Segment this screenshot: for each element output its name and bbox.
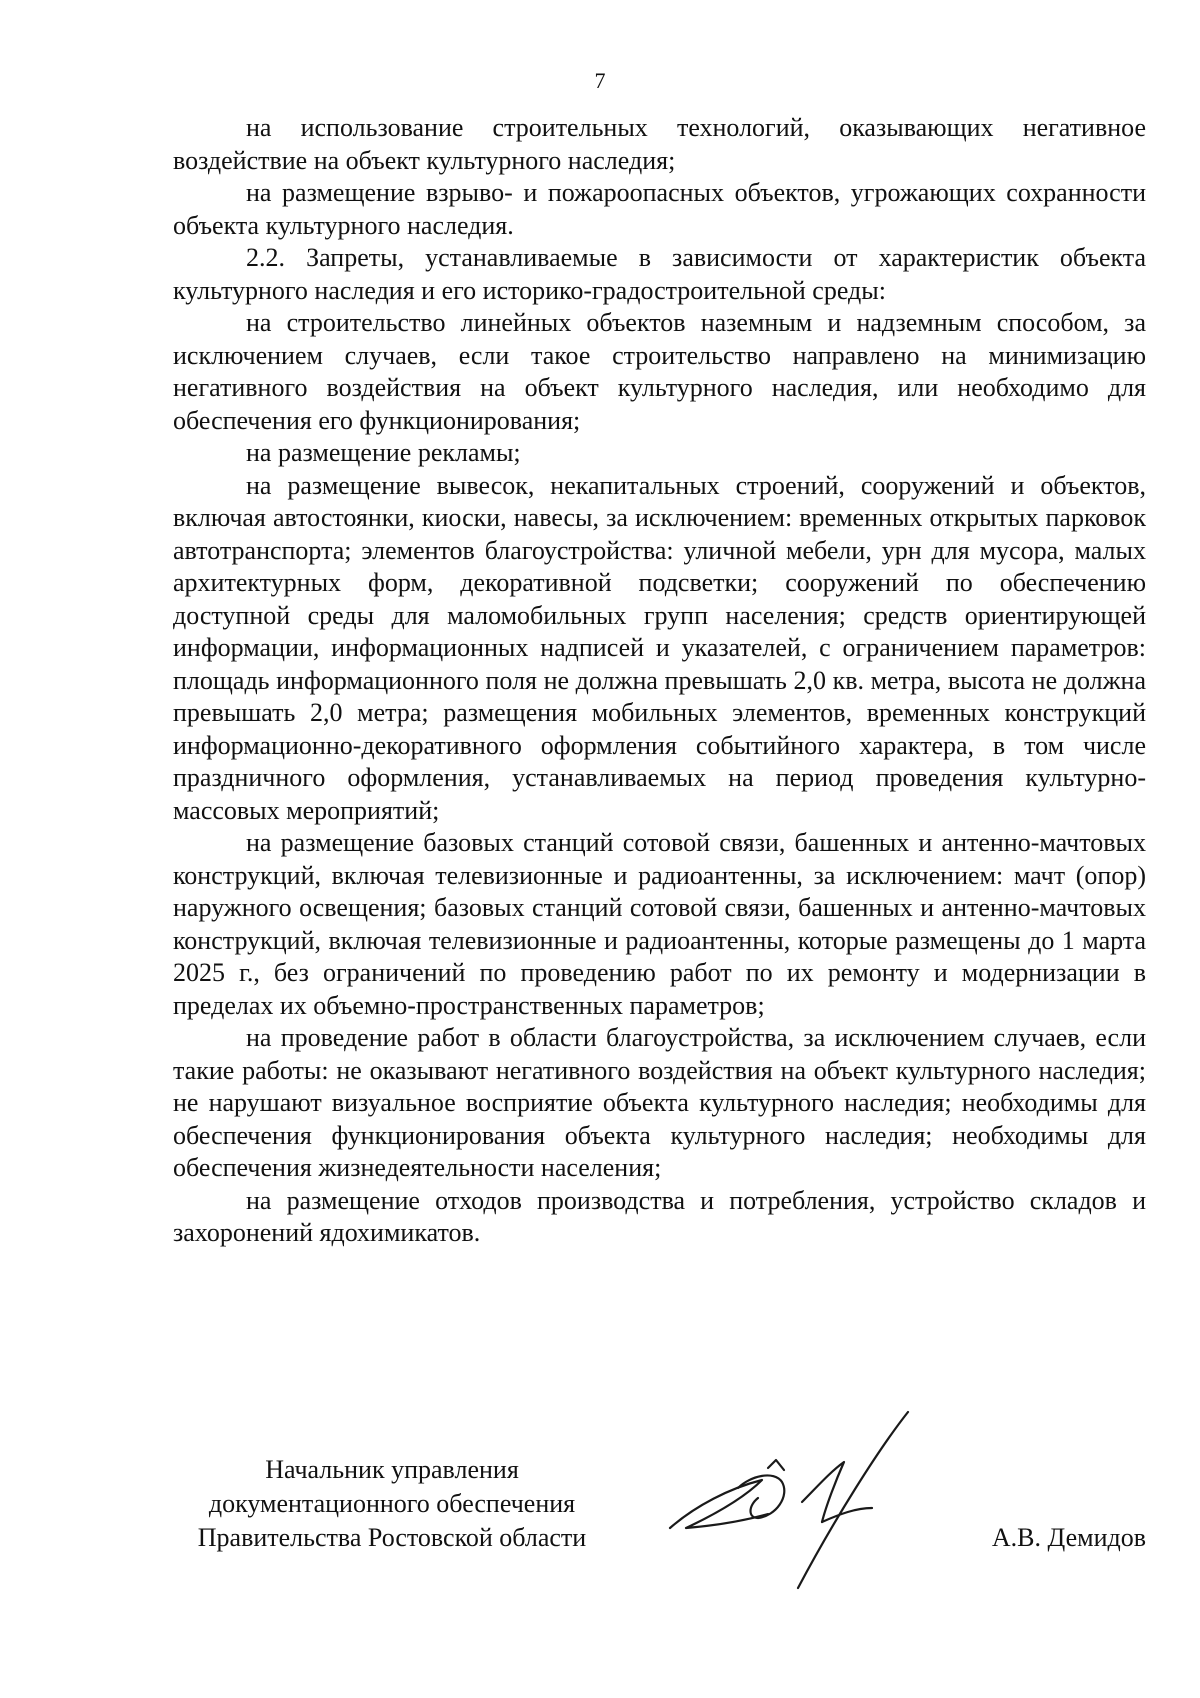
position-line: документационного обеспечения — [208, 1489, 576, 1518]
paragraph: на размещение базовых станций сотовой связи, башенных и антенно-мачтовых конструкций, включая телевизионные и радиоантенны, за исключением: мачт (опор) наружного освещения; базовых станций сотовой связи, башенных и антенно-мачтовых конструкций, включая телевизионные и радиоантенны, которые размещены до 1 марта 2025 г., без ограничений по проведению работ по их ремонту и модернизации в пределах их объемно-пространственных параметров; — [173, 828, 1146, 1020]
handwritten-signature — [650, 1410, 950, 1600]
position-line: Начальник управления — [265, 1455, 519, 1484]
signatory-position — [172, 1453, 612, 1555]
paragraph: 2.2. Запреты, устанавливаемые в зависимости от характеристик объекта культурного наследия и его историко-градостроительной среды: — [173, 243, 1146, 305]
position-line: Правительства Ростовской области — [197, 1523, 587, 1552]
paragraph: на размещение вывесок, некапитальных строений, сооружений и объектов, включая автостоянки, киоски, навесы, за исключением: временных открытых парковок автотранспорта; элементов благоустройства: уличной мебели, урн для мусора, малых архитектурных форм, декоративной подсветки; сооружений по обеспечению доступной среды для маломобильных групп населения; средств ориентирующей информации, информационных надписей и указателей, с ограничением параметров: площадь информационного поля не должна превышать 2,0 кв. метра, высота не должна превышать 2,0 метра; размещения мобильных элементов, временных конструкций информационно-декоративного оформления событийного характера, в том числе праздничного оформления, устанавливаемых на период проведения культурно-массовых мероприятий; — [173, 470, 1146, 825]
document-body — [173, 112, 1146, 1250]
paragraph: на строительство линейных объектов наземным и надземным способом, за исключением случаев, если такое строительство направлено на минимизацию негативного воздействия на объект культурного наследия, или необходимо для обеспечения его функционирования; — [173, 308, 1146, 435]
paragraph: на проведение работ в области благоустройства, за исключением случаев, если такие работы: не оказывают негативного воздействия на объект культурного наследия; не нарушают визуальное восприятие объекта культурного наследия; необходимы для обеспечения функционирования объекта культурного наследия; необходимы для обеспечения жизнедеятельности населения; — [173, 1023, 1146, 1182]
page-number: 7 — [594, 68, 606, 93]
paragraph: на размещение взрыво- и пожароопасных объектов, угрожающих сохранности объекта культурного наследия. — [173, 178, 1146, 240]
signatory-name: А.В. Демидов — [991, 1523, 1146, 1552]
paragraph: на размещение рекламы; — [246, 438, 521, 467]
paragraph: на использование строительных технологий, оказывающих негативное воздействие на объект культурного наследия; — [173, 113, 1146, 175]
paragraph: на размещение отходов производства и потребления, устройство складов и захоронений ядохимикатов. — [173, 1185, 1146, 1247]
